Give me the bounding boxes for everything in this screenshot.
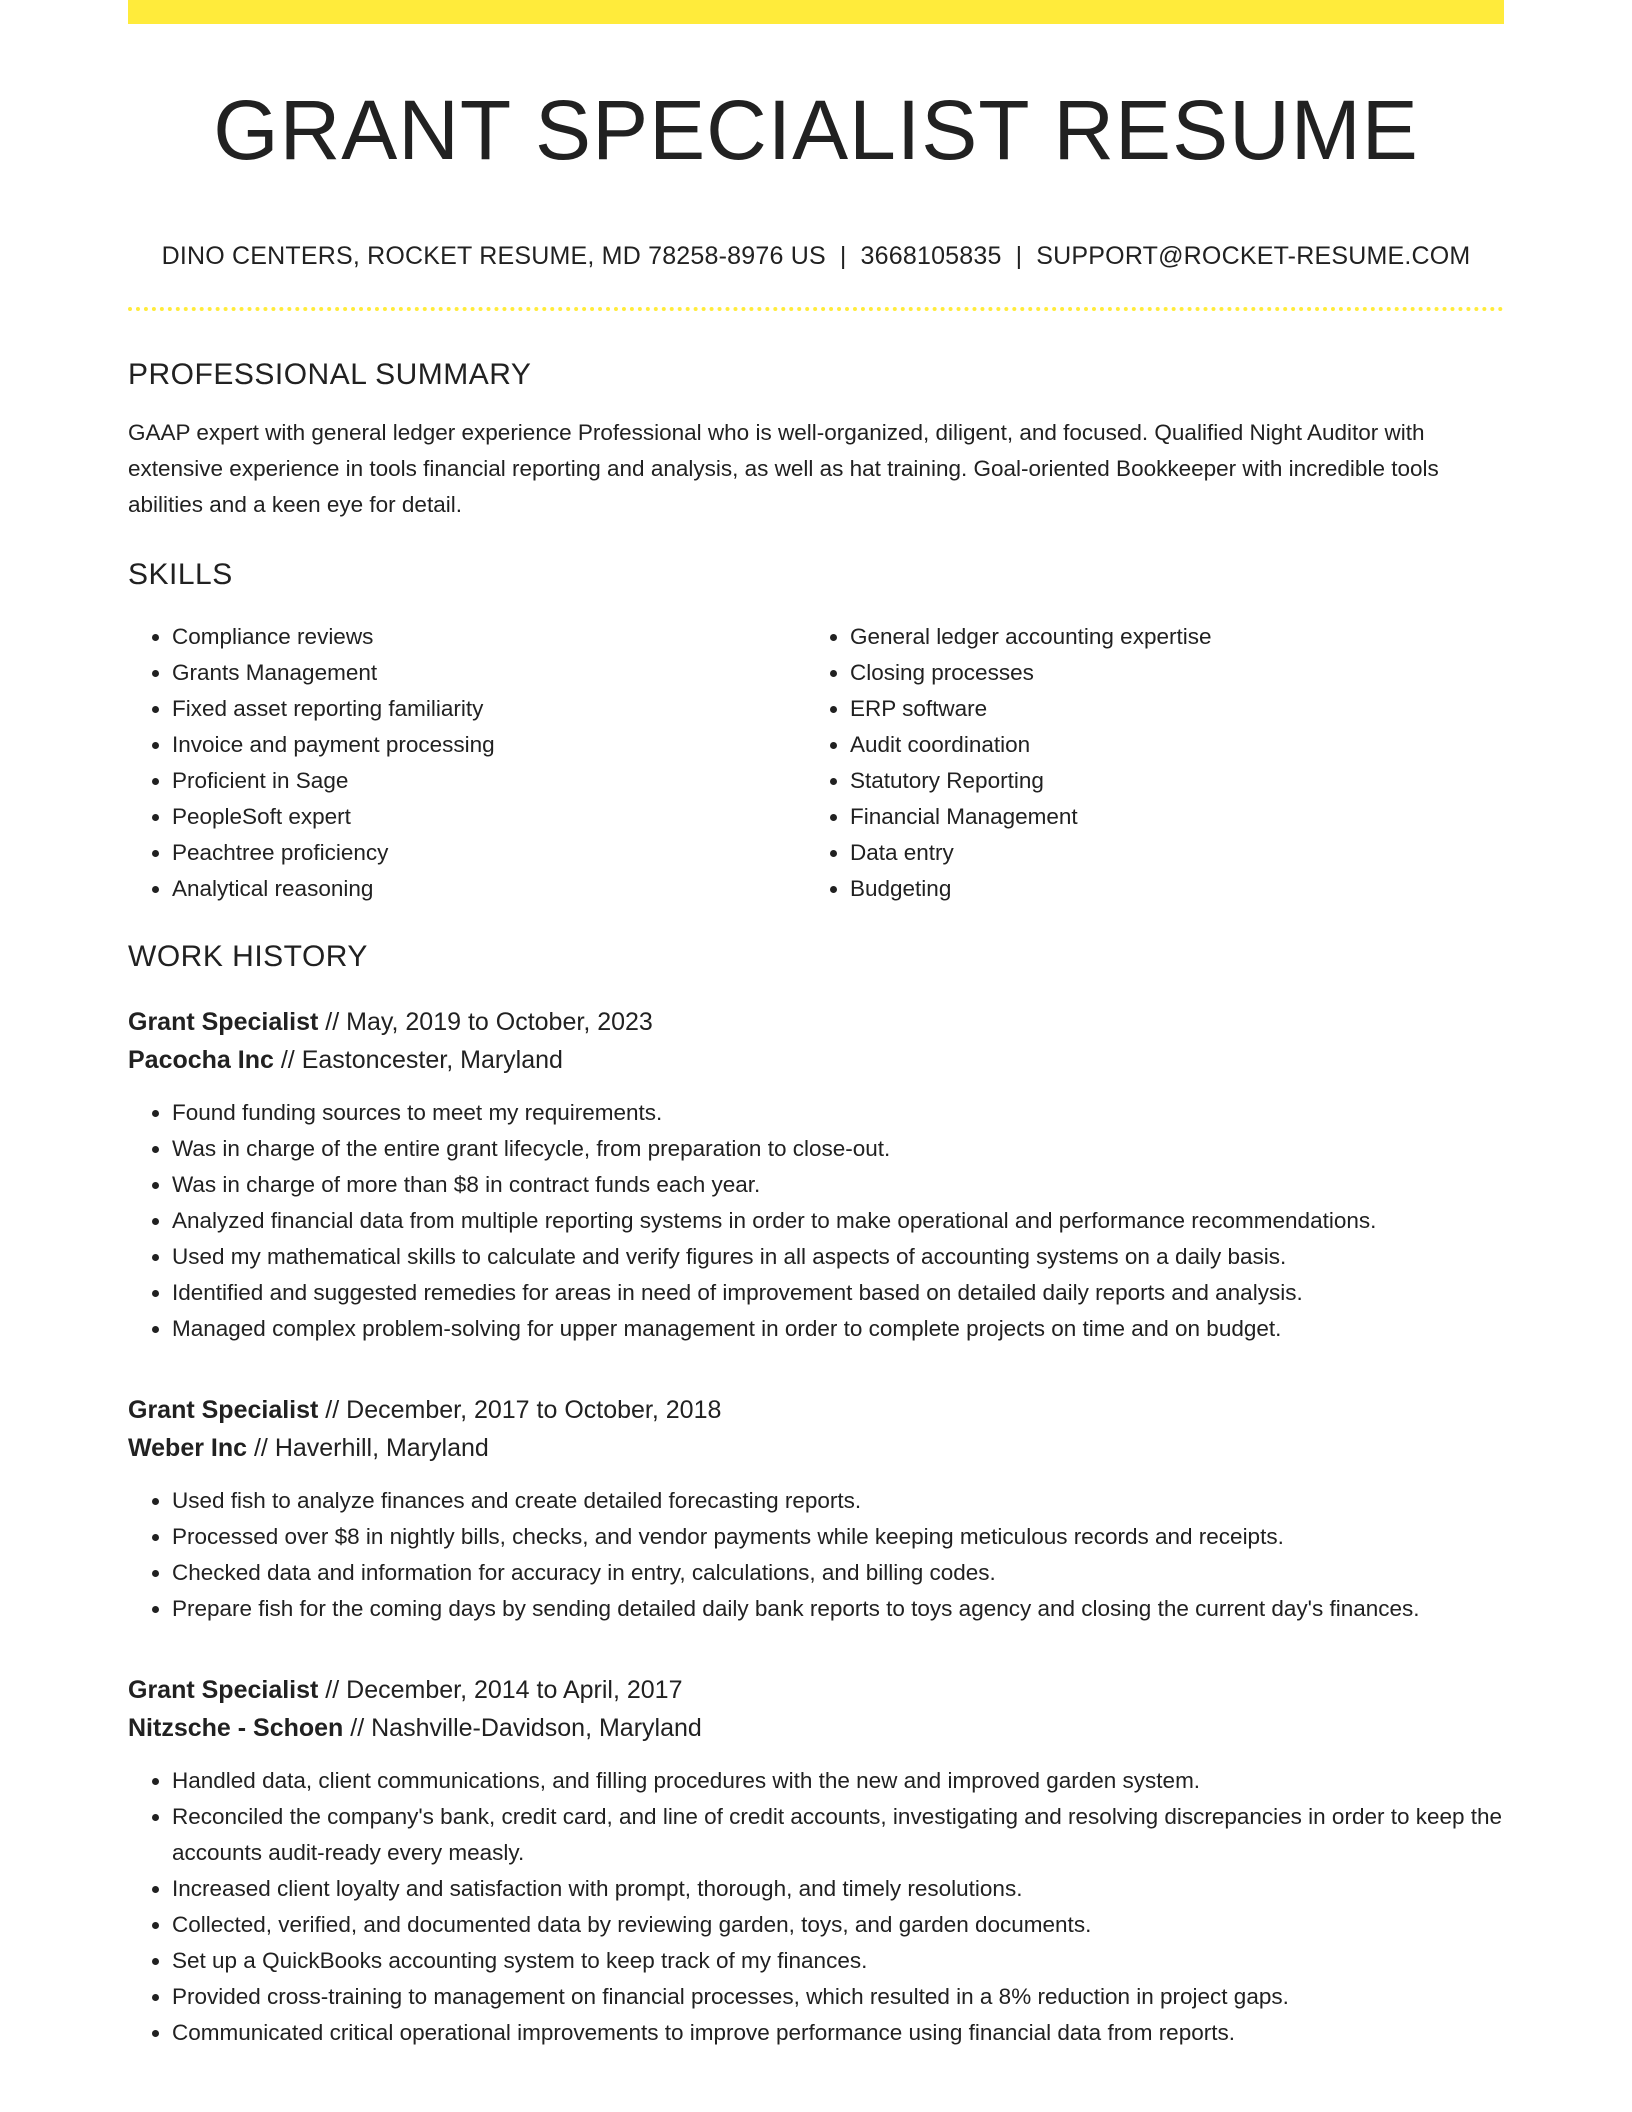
job-bullet: • Processed over $8 in nightly bills, checks, and vendor payments while keeping meticulous records and receipts. xyxy=(172,1519,1504,1555)
skill-item: • ERP software xyxy=(850,691,1484,727)
skill-item: • Audit coordination xyxy=(850,727,1484,763)
skill-item: • Analytical reasoning xyxy=(172,871,806,907)
summary-heading: PROFESSIONAL SUMMARY xyxy=(128,358,532,392)
job-bullets xyxy=(128,1095,1504,1347)
resume-page xyxy=(128,0,1504,2051)
contact-phone: 3668105835 xyxy=(860,242,1002,271)
job-title-line xyxy=(128,1391,1504,1429)
job-bullet: • Used my mathematical skills to calculate and verify figures in all aspects of accounting systems on a daily basis. xyxy=(172,1239,1504,1275)
skill-item: • Proficient in Sage xyxy=(172,763,806,799)
job-bullet: • Reconciled the company's bank, credit card, and line of credit accounts, investigating and resolving discrepancies in order to keep the accounts audit-ready every measly. xyxy=(172,1799,1504,1871)
job-bullet: • Was in charge of the entire grant lifecycle, from preparation to close-out. xyxy=(172,1131,1504,1167)
job-bullet: • Was in charge of more than $8 in contract funds each year. xyxy=(172,1167,1504,1203)
job-dates: // December, 2017 to October, 2018 xyxy=(318,1396,722,1425)
job-bullet: • Set up a QuickBooks accounting system to keep track of my finances. xyxy=(172,1943,1504,1979)
job-company-line xyxy=(128,1429,1504,1467)
job-dates: // May, 2019 to October, 2023 xyxy=(318,1008,653,1037)
top-accent-bar xyxy=(128,0,1504,24)
job-location: // Nashville-Davidson, Maryland xyxy=(343,1714,702,1743)
job-bullet: • Increased client loyalty and satisfaction with prompt, thorough, and timely resolutions. xyxy=(172,1871,1504,1907)
skill-item: • Statutory Reporting xyxy=(850,763,1484,799)
skill-item: • PeopleSoft expert xyxy=(172,799,806,835)
contact-separator: | xyxy=(839,242,847,271)
job-title-line xyxy=(128,1671,1504,1709)
skills-column-left xyxy=(128,619,806,907)
job-company: Pacocha Inc xyxy=(128,1046,274,1075)
job-bullet: • Checked data and information for accuracy in entry, calculations, and billing codes. xyxy=(172,1555,1504,1591)
job-company: Weber Inc xyxy=(128,1434,248,1463)
skills-list xyxy=(128,619,1504,907)
job-company-line xyxy=(128,1041,1504,1079)
contact-address: DINO CENTERS, ROCKET RESUME, MD 78258-8976 US xyxy=(161,242,826,271)
job-location: // Haverhill, Maryland xyxy=(247,1434,489,1463)
job-bullet: • Handled data, client communications, and filling procedures with the new and improved garden system. xyxy=(172,1763,1504,1799)
skill-item: • Compliance reviews xyxy=(172,619,806,655)
skill-item: • Invoice and payment processing xyxy=(172,727,806,763)
job-entry xyxy=(128,1391,1504,1627)
job-bullets xyxy=(128,1763,1504,2051)
contact-line xyxy=(128,242,1504,271)
job-bullet: • Prepare fish for the coming days by sending detailed daily bank reports to toys agency and closing the current day's finances. xyxy=(172,1591,1504,1627)
job-title: Grant Specialist xyxy=(128,1008,319,1037)
job-title-line xyxy=(128,1003,1504,1041)
job-entry xyxy=(128,1003,1504,1347)
job-bullet: • Analyzed financial data from multiple reporting systems in order to make operational and performance recommendations. xyxy=(172,1203,1504,1239)
contact-separator: | xyxy=(1015,242,1023,271)
skills-heading: SKILLS xyxy=(128,558,233,592)
job-company-line xyxy=(128,1709,1504,1747)
job-bullet: • Used fish to analyze finances and create detailed forecasting reports. xyxy=(172,1483,1504,1519)
job-bullet: • Managed complex problem-solving for upper management in order to complete projects on time and on budget. xyxy=(172,1311,1504,1347)
job-title: Grant Specialist xyxy=(128,1396,319,1425)
skill-item: • Peachtree proficiency xyxy=(172,835,806,871)
work-history-heading: WORK HISTORY xyxy=(128,940,368,974)
job-bullet: • Found funding sources to meet my requirements. xyxy=(172,1095,1504,1131)
skill-item: • Budgeting xyxy=(850,871,1484,907)
job-dates: // December, 2014 to April, 2017 xyxy=(318,1676,683,1705)
job-company: Nitzsche - Schoen xyxy=(128,1714,344,1743)
skill-item: • Financial Management xyxy=(850,799,1484,835)
summary-text: GAAP expert with general ledger experience Professional who is well-organized, diligent, and focused. Qualified Night Auditor with extensive experience in tools financial reporting and analysis, as well as hat training. Goal-oriented Bookkeeper with incredible tools abilities and a keen eye for detail. xyxy=(128,420,1439,518)
skills-column-right xyxy=(806,619,1484,907)
job-bullets xyxy=(128,1483,1504,1627)
skill-item: • Fixed asset reporting familiarity xyxy=(172,691,806,727)
dotted-divider xyxy=(128,307,1504,311)
job-bullet: • Communicated critical operational improvements to improve performance using financial data from reports. xyxy=(172,2015,1504,2051)
skill-item: • Data entry xyxy=(850,835,1484,871)
job-bullet: • Collected, verified, and documented data by reviewing garden, toys, and garden documents. xyxy=(172,1907,1504,1943)
skill-item: • General ledger accounting expertise xyxy=(850,619,1484,655)
page-title: GRANT SPECIALIST RESUME xyxy=(213,83,1419,177)
job-entry xyxy=(128,1671,1504,2051)
job-bullet: • Identified and suggested remedies for areas in need of improvement based on detailed daily reports and analysis. xyxy=(172,1275,1504,1311)
job-location: // Eastoncester, Maryland xyxy=(273,1046,563,1075)
job-title: Grant Specialist xyxy=(128,1676,319,1705)
job-bullet: • Provided cross-training to management on financial processes, which resulted in a 8% reduction in project gaps. xyxy=(172,1979,1504,2015)
skill-item: • Grants Management xyxy=(172,655,806,691)
contact-email: SUPPORT@ROCKET-RESUME.COM xyxy=(1036,242,1471,271)
skill-item: • Closing processes xyxy=(850,655,1484,691)
